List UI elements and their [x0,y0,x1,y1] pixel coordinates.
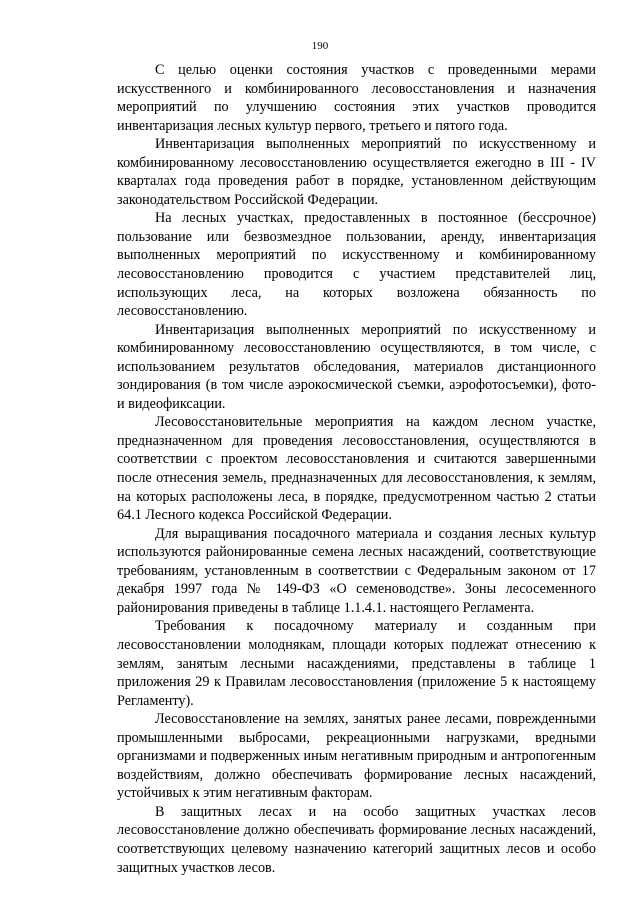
paragraph-2: Инвентаризация выполненных мероприятий по искусственному и комбинированному лесовосстановлению осуществляется ежегодно в III - IV кварталах года проведения работ в порядке, установленном действующим законодательством Российской Федерации. [117,136,596,208]
paragraph-6: Для выращивания посадочного материала и создания лесных культур используются районированные семена лесных насаждений, соответствующие требованиям, установленным в соответствии с Федеральным законом от 17 декабря 1997 года № 149-ФЗ «О семеноводстве». Зоны лесосеменного районирования приведены в таблице 1.1.4.1. настоящего Регламента. [117,525,596,616]
paragraph-3: На лесных участках, предоставленных в постоянное (бессрочное) пользование или безвозмездное пользовании, аренду, инвентаризация выполненных мероприятий по искусственному и комбинированному лесовосстановлению проводится с участием представителей лиц, использующих леса, на которых возложена обязанность по лесовосстановлению. [117,210,596,320]
paragraph-4: Инвентаризация выполненных мероприятий по искусственному и комбинированному лесовосстановлению осуществляются, в том числе, с использованием результатов обследования, материалов дистанционного зондирования (в том числе аэрокосмической съемки, аэрофотосъемки), фото- и видеофиксации. [117,321,596,412]
document-body [117,61,596,877]
paragraph-8: Лесовосстановление на землях, занятых ранее лесами, поврежденными промышленными выбросами, рекреационными нагрузками, вредными организмами и подверженных иным негативным природным и антропогенным воздействиям, должно обеспечивать формирование лесных насаждений, устойчивых к этим негативным факторам. [117,711,596,802]
paragraph-7: Требования к посадочному материалу и созданным при лесовосстановлении молоднякам, площади которых подлежат отнесению к землям, занятым лесными насаждениями, представлены в таблице 1 приложения 29 к Правилам лесовосстановления (приложение 5 к настоящему Регламенту). [117,618,596,709]
paragraph-1: С целью оценки состояния участков с проведенными мерами искусственного и комбинированного лесовосстановления и назначения мероприятий по улучшению состояния этих участков проводится инвентаризация лесных культур первого, третьего и пятого года. [117,62,596,134]
page-number: 190 [311,40,329,52]
paragraph-5: Лесовосстановительные мероприятия на каждом лесном участке, предназначенном для проведения лесовосстановления, осуществляются в соответствии с проектом лесовосстановления и считаются завершенными после отнесения земель, предназначенных для лесовосстановления, к землям, на которых расположены леса, в порядке, предусмотренном частью 2 статьи 64.1 Лесного кодекса Российской Федерации. [117,414,596,524]
paragraph-9: В защитных лесах и на особо защитных участках лесов лесовосстановление должно обеспечивать формирование лесных насаждений, соответствующих целевому назначению категорий защитных лесов и особо защитных участков лесов. [117,803,596,876]
